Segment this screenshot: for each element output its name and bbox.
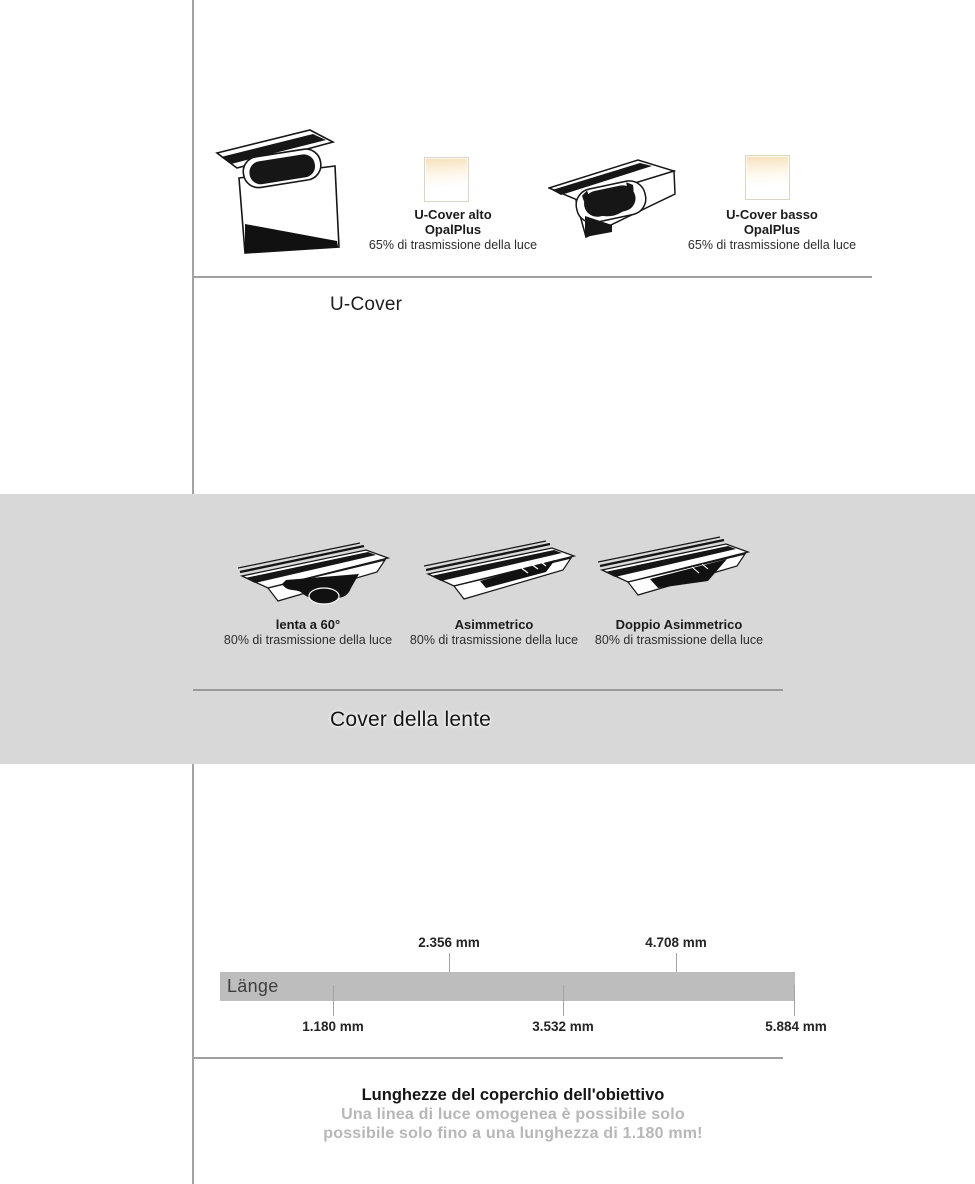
lens-section-separator [193,689,783,691]
ucover-section-heading: U-Cover [330,294,403,315]
length-tick-1180 [333,985,334,1016]
lens-asymmetric-label [399,617,589,648]
lens-title: Asimmetrico [454,617,534,632]
lens-transmission: 80% di trasmissione della luce [223,633,393,647]
length-tick-label-5884: 5.884 mm [765,1019,827,1034]
lens-asymmetric-drawing [424,540,579,615]
product-title: U-Cover basso [726,207,818,222]
lens-double-asymmetric-drawing [598,536,753,611]
length-bar [220,972,795,1001]
u-cover-basso-label [677,207,867,253]
length-tick-label-2356: 2.356 mm [418,935,480,950]
lens-title: lenta a 60° [275,617,341,632]
u-cover-alto-label [358,207,548,253]
length-tick-5884 [794,985,795,1016]
lens-asymmetric-illustration [424,540,579,615]
lens-transmission: 80% di trasmissione della luce [594,633,764,647]
length-tick-3532 [563,985,564,1016]
lens-double-asymmetric-illustration [598,536,753,611]
footer-separator [193,1057,783,1059]
u-cover-alto-illustration [215,128,350,255]
lens-title: Doppio Asimmetrico [615,617,743,632]
footer-note-line1: Una linea di luce omogenea è possibile solo [341,1106,685,1123]
length-tick-label-1180: 1.180 mm [302,1019,364,1034]
u-cover-alto-drawing [215,128,350,255]
u-cover-basso-illustration [548,158,676,244]
lens-double-asymmetric-label [584,617,774,648]
length-tick-label-3532: 3.532 mm [532,1019,594,1034]
footer-title: Lunghezze del coperchio dell'obiettivo [361,1086,665,1104]
lens-section-heading: Cover della lente [330,708,491,731]
length-tick-label-4708: 4.708 mm [645,935,707,950]
lens-transmission: 80% di trasmissione della luce [409,633,579,647]
product-subtitle: OpalPlus [424,222,482,237]
u-cover-basso-drawing [548,158,676,244]
ucover-section-separator [193,276,872,278]
product-transmission: 65% di trasmissione della luce [368,238,538,252]
lens-60deg-label [213,617,403,648]
footer-note-line2: possibile solo fino a una lunghezza di 1.180 mm! [323,1125,703,1142]
lens-60deg-illustration [238,542,393,617]
opalplus-swatch-alto [424,157,469,202]
length-axis-label: Länge [227,976,279,996]
product-title: U-Cover alto [414,207,492,222]
product-transmission: 65% di trasmissione della luce [687,238,857,252]
opalplus-swatch-basso [745,155,790,200]
product-subtitle: OpalPlus [743,222,801,237]
lens-60deg-drawing [238,542,393,617]
